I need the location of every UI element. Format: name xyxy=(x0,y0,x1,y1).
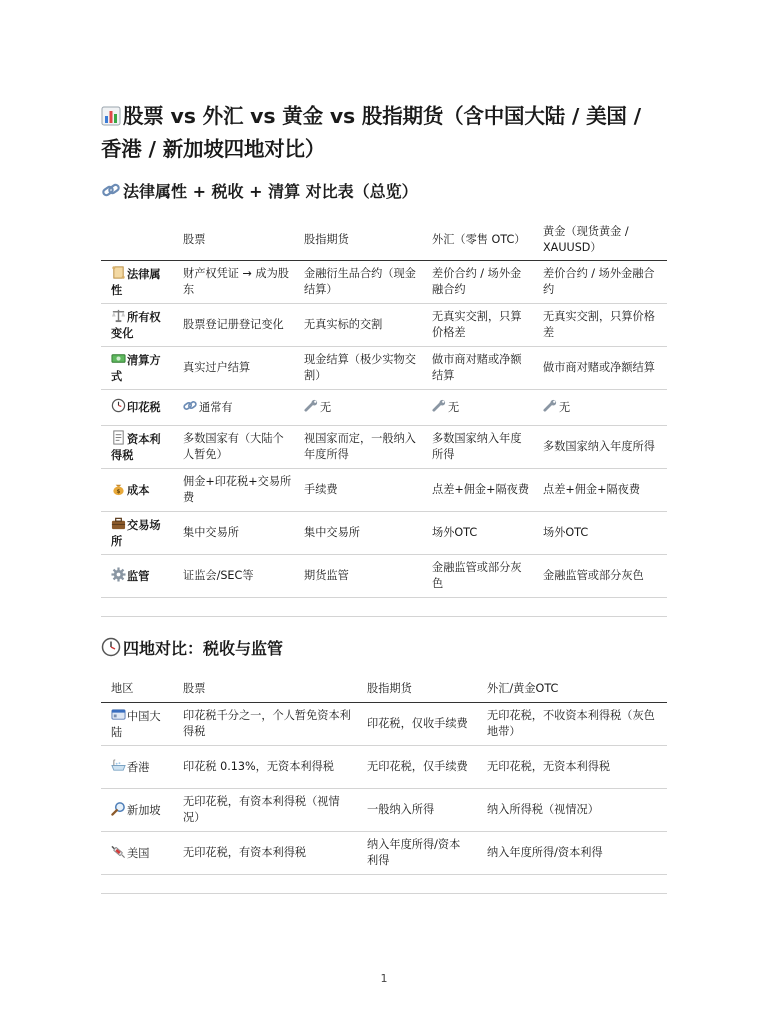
column-header: 黄金（现货黄金 / XAUUSD） xyxy=(537,220,667,260)
region-cell: 香港 xyxy=(101,746,173,789)
row-header: 清算方式 xyxy=(101,346,177,389)
money-icon xyxy=(111,351,126,366)
id-card-icon xyxy=(111,707,126,722)
row-header: 监管 xyxy=(101,554,177,597)
column-header: 股票 xyxy=(173,677,357,703)
table-row xyxy=(101,703,667,746)
table-row xyxy=(101,789,667,832)
table-cell: 多数国家纳入年度所得 xyxy=(537,425,667,468)
table-cell: 一般纳入所得 xyxy=(357,789,477,832)
table-cell: 无印花税，不收资本利得税（灰色地带） xyxy=(477,703,667,746)
column-header: 股指期货 xyxy=(298,220,426,260)
table-cell: 场外OTC xyxy=(537,511,667,554)
table-cell: 财产权凭证 → 成为股东 xyxy=(177,260,298,303)
table-cell: 无印花税，有资本利得税 xyxy=(173,832,357,875)
table-cell: 点差+佣金+隔夜费 xyxy=(426,468,537,511)
table-cell: 证监会/SEC等 xyxy=(177,554,298,597)
column-header: 股指期货 xyxy=(357,677,477,703)
svg-text:$: $ xyxy=(116,488,121,495)
page-title: 股票 vs 外汇 vs 黄金 vs 股指期货（含中国大陆 / 美国 / 香港 / 新加坡四地对比） xyxy=(101,104,641,161)
table-cell: 金融衍生品合约（现金结算） xyxy=(298,260,426,303)
table-cell: 印花税，仅收手续费 xyxy=(357,703,477,746)
overview-table xyxy=(101,220,667,598)
table-cell: 差价合约 / 场外金融合约 xyxy=(426,260,537,303)
table-cell: 做市商对赌或净额结算 xyxy=(426,346,537,389)
table-header-row xyxy=(101,677,667,703)
table-row xyxy=(101,468,667,511)
briefcase-icon xyxy=(111,516,126,531)
table-cell: 期货监管 xyxy=(298,554,426,597)
bar-chart-icon xyxy=(101,106,121,126)
table-cell: 集中交易所 xyxy=(298,511,426,554)
table-cell: 无 xyxy=(537,389,667,425)
table-cell: 无 xyxy=(426,389,537,425)
document-page xyxy=(101,100,667,894)
column-header: 外汇/黄金OTC xyxy=(477,677,667,703)
section-heading-regions: 四地对比：税收与监管 xyxy=(101,637,667,661)
table-cell: 纳入年度所得/资本利得 xyxy=(357,832,477,875)
column-header: 地区 xyxy=(101,677,173,703)
table-cell: 集中交易所 xyxy=(177,511,298,554)
table-row xyxy=(101,346,667,389)
table-cell: 视国家而定，一般纳入年度所得 xyxy=(298,425,426,468)
region-cell: 中国大陆 xyxy=(101,703,173,746)
region-cell: 新加坡 xyxy=(101,789,173,832)
table-cell: 无印花税，仅手续费 xyxy=(357,746,477,789)
scroll-icon xyxy=(111,265,126,280)
table-cell: 金融监管或部分灰色 xyxy=(537,554,667,597)
table-row xyxy=(101,425,667,468)
money-bag-icon xyxy=(111,481,126,496)
table-cell: 真实过户结算 xyxy=(177,346,298,389)
row-header: $ 成本 xyxy=(101,468,177,511)
clock-icon xyxy=(101,637,121,657)
table-cell: 纳入年度所得/资本利得 xyxy=(477,832,667,875)
table-cell: 无真实交割，只算价格差 xyxy=(426,303,537,346)
table-cell: 无印花税，无资本利得税 xyxy=(477,746,667,789)
bathtub-icon xyxy=(111,758,126,773)
table-cell: 印花税 0.13%，无资本利得税 xyxy=(173,746,357,789)
table-cell: 无 xyxy=(298,389,426,425)
table-cell: 现金结算（极少实物交割） xyxy=(298,346,426,389)
wrench-icon xyxy=(432,398,447,413)
receipt-icon xyxy=(111,430,126,445)
row-header: 所有权变化 xyxy=(101,303,177,346)
table-cell: 点差+佣金+隔夜费 xyxy=(537,468,667,511)
divider xyxy=(101,616,667,617)
link-icon xyxy=(101,180,121,200)
table-row xyxy=(101,303,667,346)
regions-table xyxy=(101,677,667,876)
table-cell: 无真实交割，只算价格差 xyxy=(537,303,667,346)
table-cell: 通常有 xyxy=(177,389,298,425)
column-header: 股票 xyxy=(177,220,298,260)
table-row xyxy=(101,746,667,789)
divider xyxy=(101,893,667,894)
clock-icon xyxy=(111,398,126,413)
column-header: 外汇（零售 OTC） xyxy=(426,220,537,260)
table-cell: 金融监管或部分灰色 xyxy=(426,554,537,597)
column-header xyxy=(101,220,177,260)
table-row xyxy=(101,260,667,303)
table-cell: 多数国家纳入年度所得 xyxy=(426,425,537,468)
table-header-row xyxy=(101,220,667,260)
region-cell: 美国 xyxy=(101,832,173,875)
table-cell: 手续费 xyxy=(298,468,426,511)
table-cell: 纳入所得税（视情况） xyxy=(477,789,667,832)
table-cell: 差价合约 / 场外金融合约 xyxy=(537,260,667,303)
table-row xyxy=(101,554,667,597)
table-cell: 无印花税，有资本利得税（视情况） xyxy=(173,789,357,832)
table-cell: 无真实标的交割 xyxy=(298,303,426,346)
table-cell: 佣金+印花税+交易所费 xyxy=(177,468,298,511)
row-header: 印花税 xyxy=(101,389,177,425)
gear-icon xyxy=(111,567,126,582)
row-header: 资本利得税 xyxy=(101,425,177,468)
table-cell: 印花税千分之一，个人暂免资本利得税 xyxy=(173,703,357,746)
magnifier-icon xyxy=(111,801,126,816)
table-cell: 场外OTC xyxy=(426,511,537,554)
table-row xyxy=(101,389,667,425)
table-row xyxy=(101,832,667,875)
section-heading-overview: 法律属性 + 税收 + 清算 对比表（总览） xyxy=(101,180,667,204)
row-header: 交易场所 xyxy=(101,511,177,554)
table-cell: 做市商对赌或净额结算 xyxy=(537,346,667,389)
wrench-icon xyxy=(304,398,319,413)
syringe-icon xyxy=(111,844,126,859)
row-header: 法律属性 xyxy=(101,260,177,303)
link-icon xyxy=(183,398,198,413)
page-number: 1 xyxy=(380,972,388,985)
balance-scale-icon xyxy=(111,308,126,323)
table-row xyxy=(101,511,667,554)
wrench-icon xyxy=(543,398,558,413)
table-cell: 股票登记册登记变化 xyxy=(177,303,298,346)
table-cell: 多数国家有（大陆个人暂免） xyxy=(177,425,298,468)
